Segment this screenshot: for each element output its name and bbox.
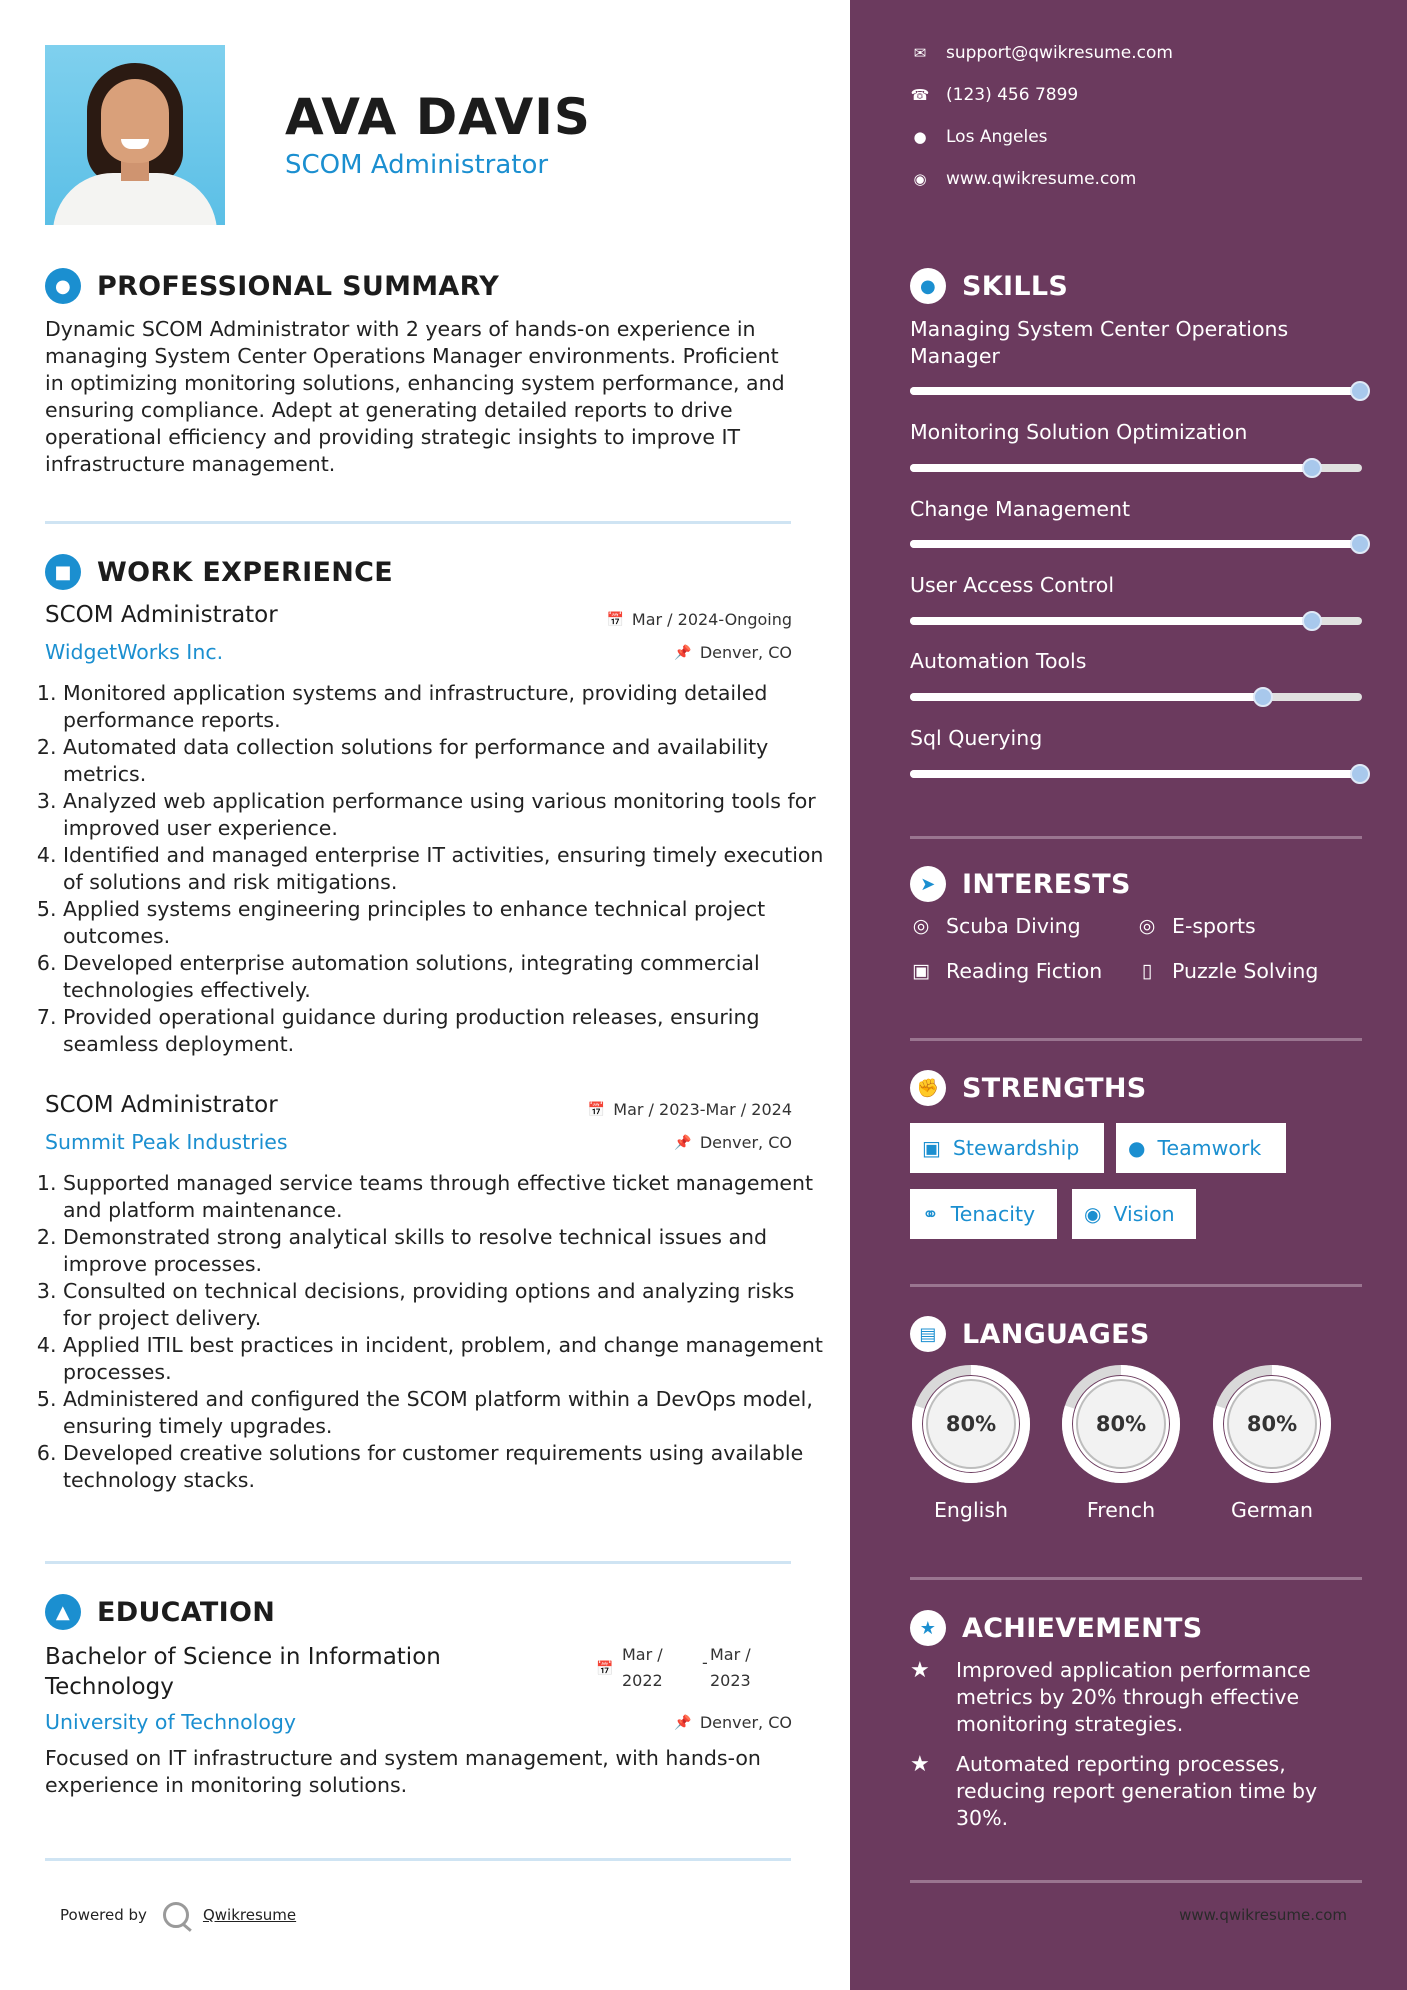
contact-phone[interactable]: ☎ (123) 456 7899: [910, 85, 1079, 105]
skill-bar-fill: [910, 464, 1312, 472]
company-name: Summit Peak Industries: [45, 1130, 288, 1154]
degree-name: Bachelor of Science in Information Technology: [45, 1644, 441, 1700]
skill-bar: [910, 617, 1362, 625]
education-heading: [45, 1594, 275, 1630]
skill-bar: [910, 540, 1362, 548]
skill-name: Change Management: [910, 497, 1131, 521]
profile-photo: [45, 45, 225, 225]
education-title: EDUCATION: [97, 1596, 276, 1628]
skill-bar: [910, 693, 1362, 701]
star-icon: ★: [910, 1658, 930, 1683]
qwikresume-logo-icon: [163, 1902, 189, 1928]
strength-chip: ◉ Vision: [1072, 1189, 1196, 1239]
star-icon: ★: [910, 1752, 930, 1777]
list-item: 2. Automated data collection solutions for performance and availability metrics.: [63, 734, 828, 788]
lightbulb-icon: ●: [910, 268, 946, 304]
skill-bar-handle: [1350, 534, 1370, 554]
binoculars-icon: ◉: [1084, 1202, 1102, 1226]
education-text: Focused on IT infrastructure and system management, with hands-on experience in monitoring solutions.: [45, 1746, 761, 1797]
section-divider: [45, 521, 791, 524]
school-name: University of Technology: [45, 1710, 297, 1734]
skill-name: Monitoring Solution Optimization: [910, 420, 1248, 444]
language-name: German: [1230, 1498, 1314, 1522]
link-icon: ⚭: [922, 1202, 939, 1226]
list-item: 1. Supported managed service teams through effective ticket management and platform maintenance.: [63, 1170, 828, 1224]
section-divider: [910, 1880, 1362, 1883]
job-location: 📌 Denver, CO: [674, 1133, 792, 1152]
job-title: SCOM Administrator: [45, 602, 278, 628]
contact-email[interactable]: ✉ support@qwikresume.com: [910, 43, 1173, 63]
star-badge-icon: ★: [910, 1610, 946, 1646]
briefcase-icon: ■: [45, 554, 81, 590]
strengths-heading: ✊ STRENGTHS: [910, 1070, 1147, 1106]
skill-bar-fill: [910, 387, 1362, 395]
skill-bar: [910, 387, 1362, 395]
education-location: 📌 Denver, CO: [674, 1713, 792, 1732]
experience-heading: [45, 554, 393, 590]
pin-icon: 📌: [674, 1714, 692, 1731]
interest-item: ◎ Scuba Diving: [910, 914, 1081, 938]
section-divider: [45, 1858, 791, 1861]
skill-bar-fill: [910, 693, 1263, 701]
list-item: 3. Analyzed web application performance using various monitoring tools for improved user experience.: [63, 788, 828, 842]
users-icon: ●: [1128, 1136, 1146, 1160]
skill-bar-handle: [1253, 687, 1273, 707]
list-item: 6. Developed creative solutions for customer requirements using available technology stacks.: [63, 1440, 828, 1494]
language-name: French: [1086, 1498, 1156, 1522]
language-ring: [910, 1363, 1032, 1485]
skill-bar: [910, 464, 1362, 472]
qwikresume-link[interactable]: Qwikresume: [202, 1906, 297, 1924]
language-card-icon: ▤: [910, 1316, 946, 1352]
main-column: AVA DAVIS SCOM Administrator ● PROFESSIONAL SUMMARY Dynamic SCOM Administrator with 2 years of hands-on experience in managing System Center Operations Manager environments. Proficient in optimizing monitoring solutions, enhancing system performance, and ensuring compliance. Adept at generating detailed reports to drive operational efficiency and providing strategic insights to improve IT infrastructure management. ■ WORK EXPERIENCE SCOM Administrator 📅 Mar / 2024-Ongoing WidgetWorks Inc. 📌 Denver, CO 1. Monitored application systems and infrastructure, providing detailed performance reports. 2. Automated data collection solutions for performance and availability metrics. 3. Analyzed web application performance using various monitoring tools for improved user experience. 4. Identified and managed enterprise IT activities, ensuring timely execution of solutions and risk mitigations. 5. Applied systems engineering principles to enhance technical project outcomes. 6. Developed enterprise automation solutions, integrating commercial technologies effectively. 7. Provided operational guidance during production releases, ensuring seamless deployment. SCOM Administrator 📅 Mar / 2023-Mar / 2024 Summit Peak Industries 📌 Denver, CO 1. Supported managed service teams through effective ticket management and platform maintenance. 2. Demonstrated strong analytical skills to resolve technical issues and improve processes. 3. Consulted on technical decisions, providing options and analyzing risks for project delivery. 4. Applied ITIL best practices in incident, problem, and change management processes. 5. Administered and configured the SCOM platform within a DevOps model, ensuring timely upgrades. 6. Developed creative solutions for customer requirements using available technology stacks. ▲ EDUCATION Bachelor of Science in Information Technology 📅 Mar / 2022 - Mar / 2023 University of Technology 📌 Denver, CO Focused on IT infrastructure and system management, with hands-on experience in monitoring solutions. Powered by Qwikresume: [0, 0, 850, 1990]
list-item: 4. Applied ITIL best practices in incident, problem, and change management processes.: [63, 1332, 828, 1386]
section-divider: [910, 1284, 1362, 1287]
summary-heading: [45, 268, 499, 304]
achievement-item: ★ Improved application performance metrics by 20% through effective monitoring strategies.: [910, 1658, 1311, 1736]
globe-icon: ◉: [913, 170, 927, 188]
skill-name: User Access Control: [910, 573, 1115, 597]
skill-bar-fill: [910, 540, 1362, 548]
envelope-icon: ✉: [913, 44, 927, 62]
fist-icon: ✊: [910, 1070, 946, 1106]
user-icon: ●: [45, 268, 81, 304]
list-item: 1. Monitored application systems and infrastructure, providing detailed performance reports.: [63, 680, 828, 734]
language-percent: 80%: [945, 1412, 997, 1436]
job-date: 📅 Mar / 2024-Ongoing: [606, 610, 792, 629]
candidate-role: SCOM Administrator: [285, 150, 549, 180]
skill-bar-handle: [1350, 764, 1370, 784]
paper-plane-icon: ➤: [910, 866, 946, 902]
skill-name: Sql Querying: [910, 726, 1043, 750]
achievements-heading: ★ ACHIEVEMENTS: [910, 1610, 1203, 1646]
company-name: WidgetWorks Inc.: [45, 640, 224, 664]
calendar-icon: 📅: [606, 611, 624, 628]
experience-title: WORK EXPERIENCE: [97, 556, 393, 588]
skills-heading: ● SKILLS: [910, 268, 1068, 304]
interests-heading: ➤ INTERESTS: [910, 866, 1131, 902]
strength-chip: ● Teamwork: [1116, 1123, 1286, 1173]
list-item: 6. Developed enterprise automation solutions, integrating commercial technologies effectively.: [63, 950, 828, 1004]
language-percent: 80%: [1246, 1412, 1298, 1436]
footer-website[interactable]: www.qwikresume.com: [1179, 1906, 1347, 1924]
pin-icon: 📌: [674, 644, 692, 661]
section-divider: [910, 1577, 1362, 1580]
lifebuoy-icon: ◎: [1138, 915, 1156, 937]
list-item: 5. Applied systems engineering principles to enhance technical project outcomes.: [63, 896, 828, 950]
list-item: 7. Provided operational guidance during production releases, ensuring seamless deployment.: [63, 1004, 828, 1058]
skill-bar-handle: [1302, 611, 1322, 631]
interest-item: ▯ Puzzle Solving: [1136, 959, 1318, 983]
summary-text: Dynamic SCOM Administrator with 2 years of hands-on experience in managing System Center Operations Manager environments. Proficient in optimizing monitoring solutions, enhancing system performance, and ensuring compliance. Adept at generating detailed reports to drive operational efficiency and providing strategic insights to improve IT infrastructure management.: [45, 317, 785, 476]
interest-item: ▣ Reading Fiction: [910, 959, 1102, 983]
list-item: 2. Demonstrated strong analytical skills to resolve technical issues and improve processes.: [63, 1224, 828, 1278]
job-date: 📅 Mar / 2023-Mar / 2024: [587, 1100, 792, 1119]
book-icon: ▯: [1141, 960, 1153, 982]
achievement-item: ★ Automated reporting processes, reducing report generation time by 30%.: [910, 1752, 1318, 1830]
skill-name: Managing System Center Operations Manager: [910, 317, 1289, 368]
lifebuoy-icon: ◎: [912, 915, 930, 937]
language-ring: [1060, 1363, 1182, 1485]
graduate-icon: ▲: [45, 1594, 81, 1630]
interest-item: ◎ E-sports: [1136, 914, 1256, 938]
candidate-name: AVA DAVIS: [285, 88, 591, 146]
language-percent: 80%: [1095, 1412, 1147, 1436]
skill-bar: [910, 770, 1362, 778]
job-location: 📌 Denver, CO: [674, 643, 792, 662]
list-item: 4. Identified and managed enterprise IT activities, ensuring timely execution of solutions and risk mitigations.: [63, 842, 828, 896]
language-name: English: [933, 1498, 1009, 1522]
language-ring: [1211, 1363, 1333, 1485]
location-pin-icon: ●: [913, 128, 927, 146]
list-item: 3. Consulted on technical decisions, providing options and analyzing risks for project delivery.: [63, 1278, 828, 1332]
skill-bar-handle: [1350, 381, 1370, 401]
contact-location: ● Los Angeles: [910, 127, 1048, 147]
briefcase-icon: ▣: [922, 1136, 941, 1160]
powered-by: Powered by Qwikresume: [60, 1902, 296, 1928]
calendar-icon: 📅: [587, 1101, 606, 1118]
section-divider: [910, 1038, 1362, 1041]
calendar-icon: 📅: [596, 1661, 614, 1677]
sidebar: [850, 0, 1407, 1990]
strength-chip: ⚭ Tenacity: [910, 1189, 1057, 1239]
section-divider: [910, 836, 1362, 839]
phone-icon: ☎: [910, 86, 930, 104]
job-title: SCOM Administrator: [45, 1092, 278, 1118]
summary-title: PROFESSIONAL SUMMARY: [97, 270, 500, 302]
list-item: 5. Administered and configured the SCOM platform within a DevOps model, ensuring timely upgrades.: [63, 1386, 828, 1440]
duty-list: [35, 1170, 828, 1494]
pin-icon: 📌: [674, 1134, 692, 1151]
strength-chip: ▣ Stewardship: [910, 1123, 1104, 1173]
skill-name: Automation Tools: [910, 649, 1087, 673]
gamepad-icon: ▣: [912, 960, 930, 982]
duty-list: [35, 680, 828, 1058]
skill-bar-fill: [910, 617, 1312, 625]
contact-website[interactable]: ◉ www.qwikresume.com: [910, 169, 1136, 189]
languages-heading: ▤ LANGUAGES: [910, 1316, 1150, 1352]
section-divider: [45, 1561, 791, 1564]
skill-bar-handle: [1302, 458, 1322, 478]
skill-bar-fill: [910, 770, 1362, 778]
